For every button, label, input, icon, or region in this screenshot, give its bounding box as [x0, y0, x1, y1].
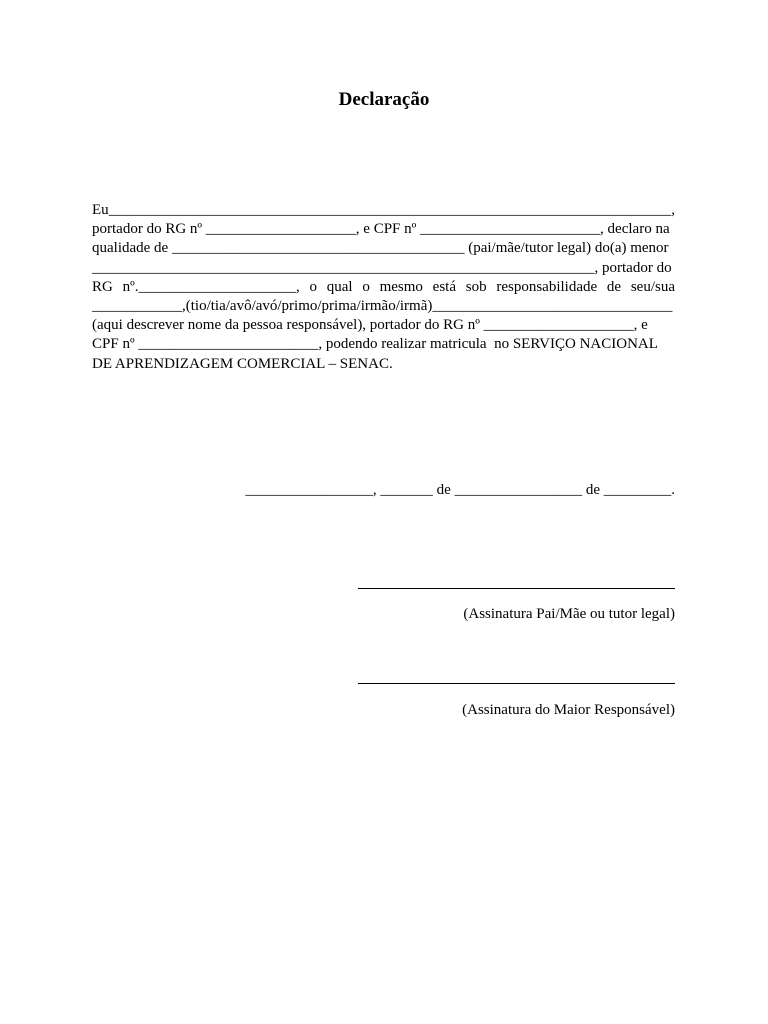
- paragraph-segment: está: [432, 278, 456, 295]
- signature-caption-responsible: (Assinatura do Maior Responsável): [462, 702, 675, 718]
- paragraph-segment: o: [362, 278, 370, 295]
- paragraph-segment: seu/sua: [630, 278, 675, 295]
- paragraph-line: [92, 220, 675, 239]
- document-title: Declaração: [338, 89, 430, 110]
- paragraph-segment: qual: [326, 278, 353, 295]
- paragraph-line: [92, 278, 675, 297]
- paragraph-segment: sob: [465, 278, 487, 295]
- paragraph-segment: mesmo: [379, 278, 423, 295]
- paragraph-line: [92, 259, 675, 278]
- paragraph-segment: RG: [92, 278, 113, 295]
- paragraph-segment: de: [606, 278, 622, 295]
- paragraph-segment: ____________,(tio/tia/avô/avó/primo/prima/irmão/irmã)________________________________: [92, 298, 673, 315]
- paragraph-segment: o: [309, 278, 317, 295]
- signature-line-parent: [358, 588, 675, 589]
- paragraph-segment: ___________________________________________________________________________,: [108, 202, 675, 218]
- paragraph-line: [92, 316, 675, 335]
- paragraph-line: [92, 239, 675, 258]
- paragraph-segment: qualidade de _______________________________________ (pai/mãe/tutor legal) do(a) menor: [92, 240, 669, 257]
- paragraph-segment: CPF nº ________________________, podendo realizar matricula no SERVIÇO NACIONAL: [92, 336, 658, 353]
- paragraph-segment: Eu: [92, 202, 109, 218]
- paragraph-segment: nº._____________________,: [122, 278, 300, 295]
- paragraph-segment: DE APRENDIZAGEM COMERCIAL – SENAC.: [92, 355, 393, 372]
- paragraph-segment: responsabilidade: [496, 278, 598, 295]
- paragraph-line: [92, 201, 675, 220]
- paragraph-line: [92, 335, 675, 354]
- date-place-line: _________________, _______ de _________________ de _________.: [245, 482, 675, 498]
- paragraph-line: [92, 297, 675, 316]
- signature-caption-parent: (Assinatura Pai/Mãe ou tutor legal): [463, 606, 675, 622]
- paragraph-line: [92, 355, 675, 374]
- paragraph-segment: (aqui descrever nome da pessoa responsável), portador do RG nº ____________________, e: [92, 317, 648, 334]
- paragraph-segment: portador do RG nº ____________________, e CPF nº ________________________, declaro na: [92, 221, 670, 238]
- paragraph-segment: ___________________________________________________________________, portador do: [92, 259, 672, 276]
- declaration-paragraph: [92, 201, 675, 374]
- signature-line-responsible: [358, 683, 675, 684]
